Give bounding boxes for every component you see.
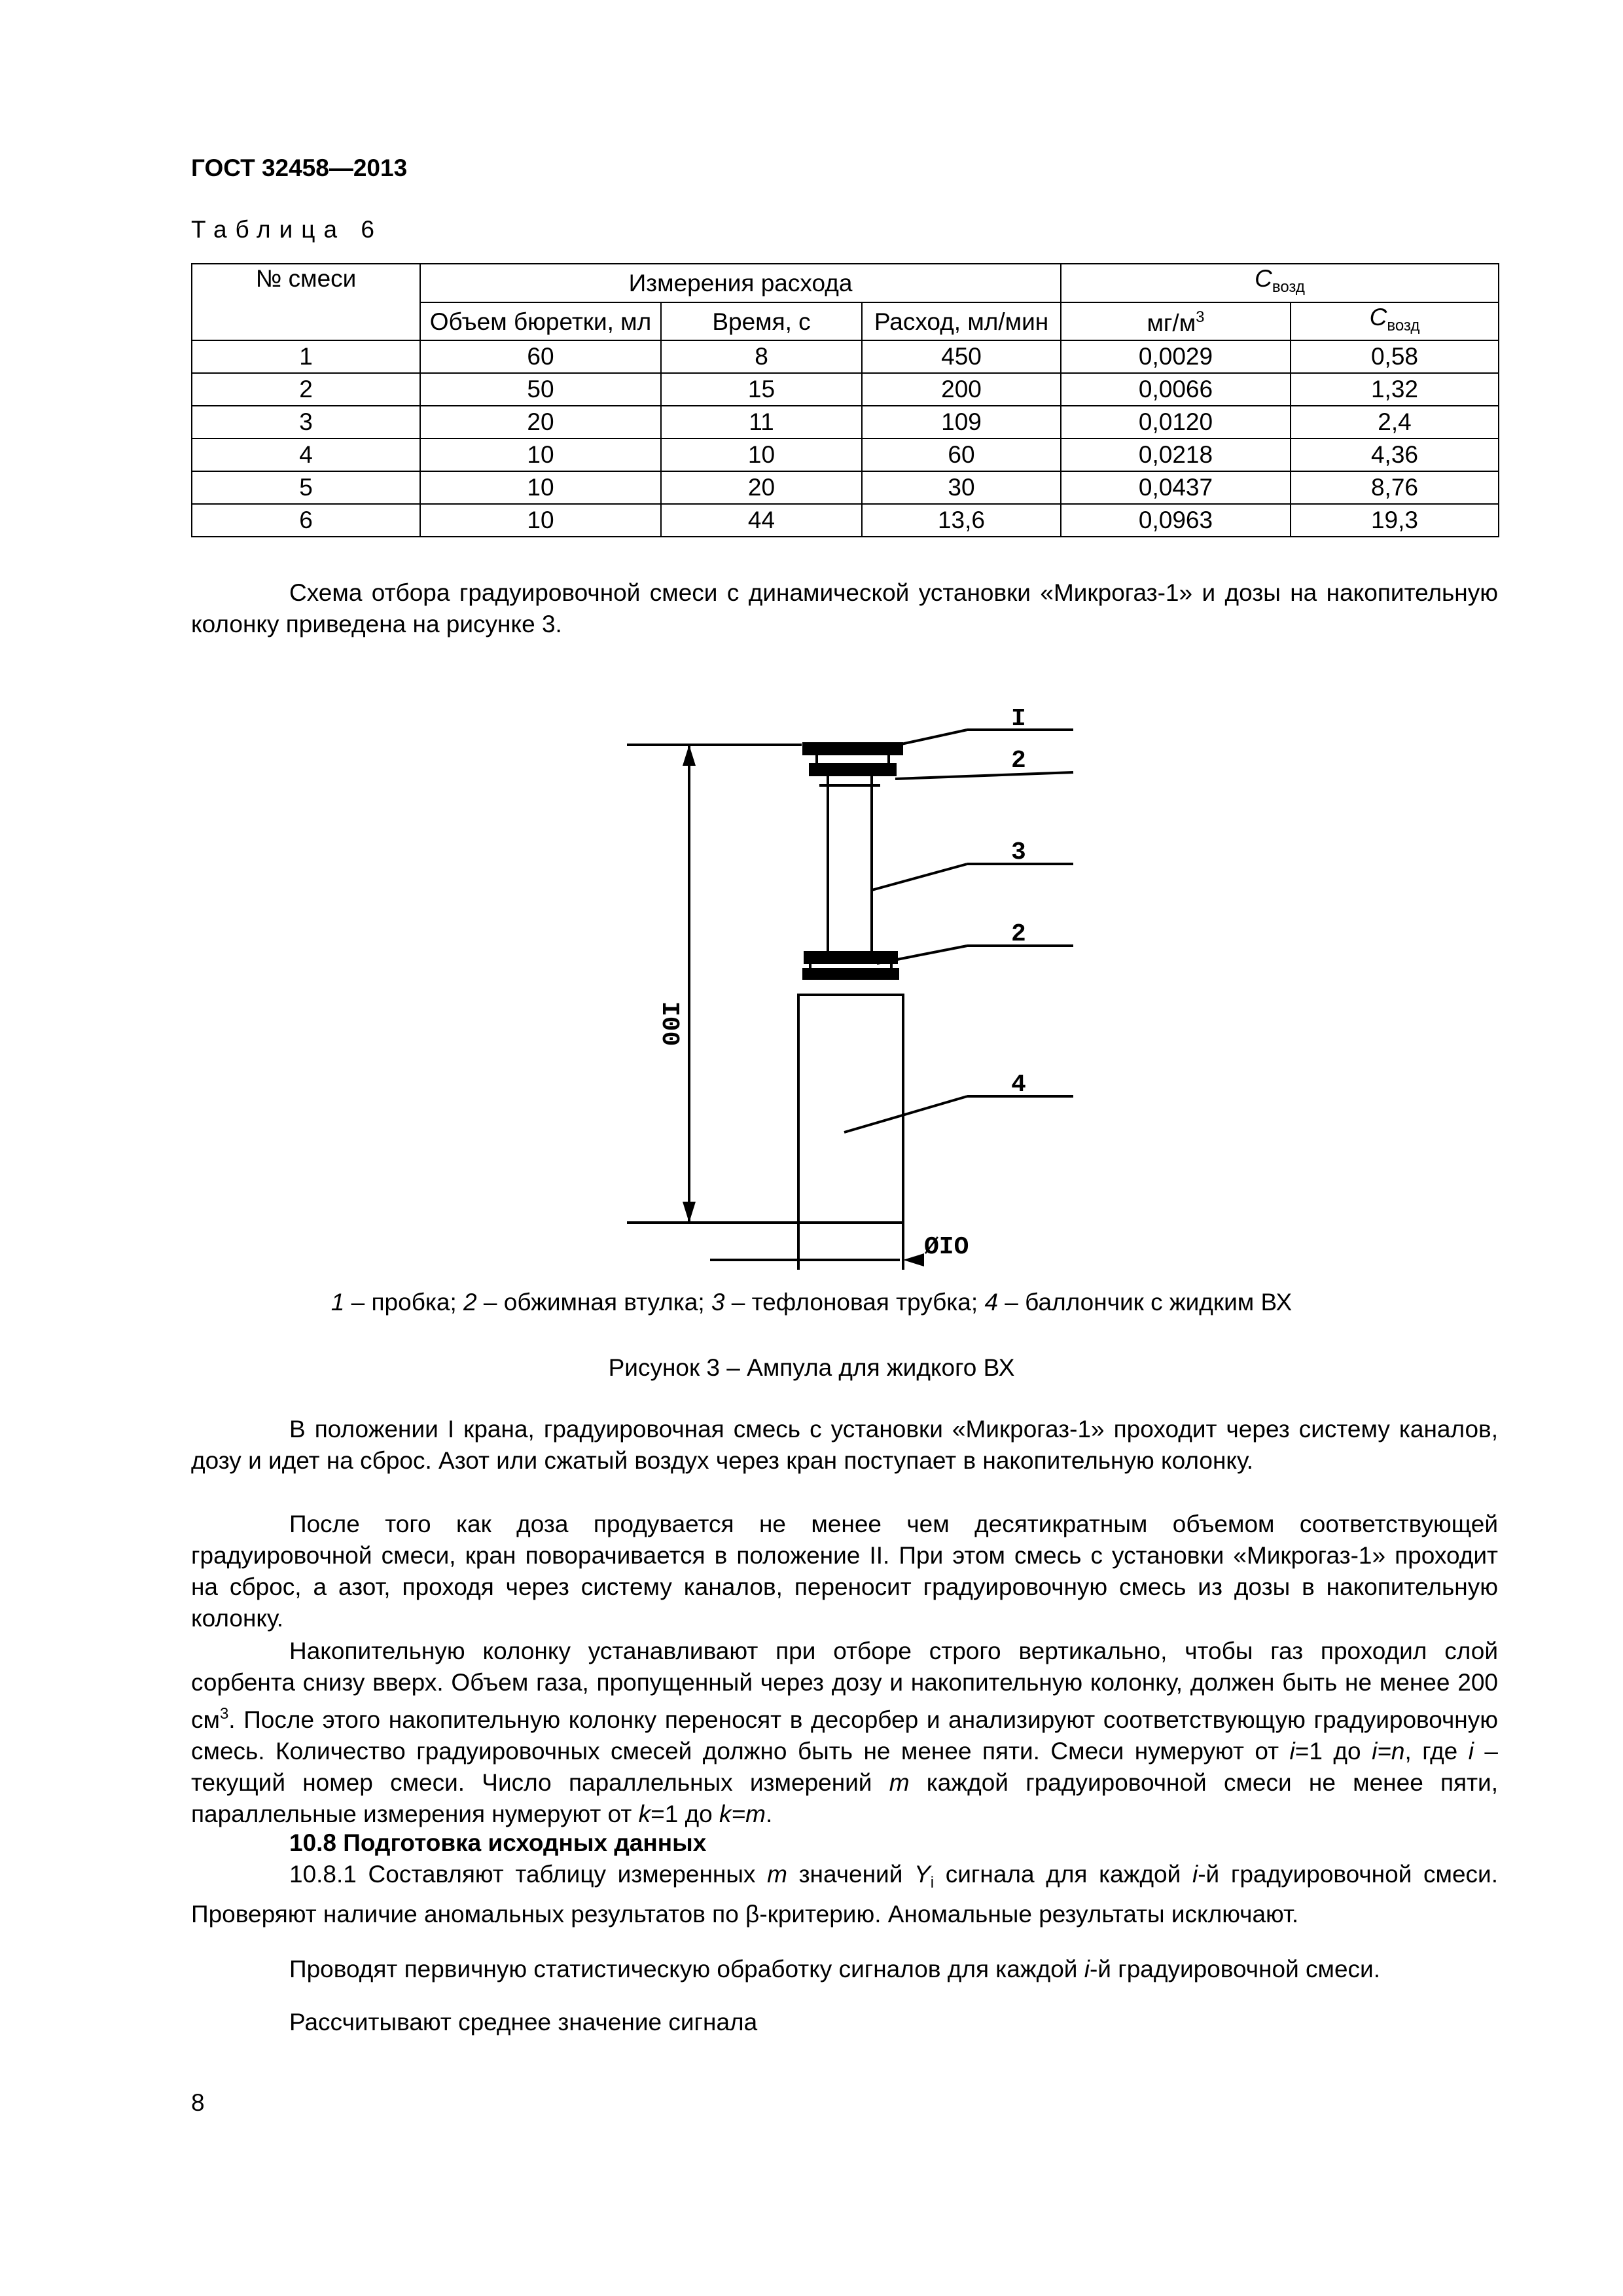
table-cell: 1: [192, 340, 420, 373]
arrow-up-head: [683, 745, 696, 766]
table-cell: 1,32: [1291, 373, 1499, 406]
table-cell: 10: [661, 439, 862, 471]
paragraph-text: . После этого накопительную колонку переносят в десорбер и анализируют соответствующую градуировочную смесь. Количество градуировочных смесей должно быть не менее пяти. Смеси нумеруют от: [191, 1706, 1498, 1765]
body-paragraph-6: [191, 2007, 1498, 2038]
paragraph-text: Накопительную колонку устанавливают при отборе строго вертикально, чтобы газ проходил слой сорбента снизу вверх. Объем газа, пропущенный через дозу и накопительную колонку, должен быть не менее 200 см: [191, 1638, 1498, 1733]
math-variable: i: [1192, 1861, 1198, 1888]
paragraph-text: 10.8.1 Составляют таблицу измеренных: [289, 1861, 768, 1888]
legend-number: 3: [711, 1289, 725, 1316]
table-cell: 200: [862, 373, 1061, 406]
math-variable: k=m: [719, 1801, 766, 1827]
table-cell: 2: [192, 373, 420, 406]
math-subscript: i: [930, 1874, 935, 1892]
table-cell: 4,36: [1291, 439, 1499, 471]
table-cell: 0,0218: [1061, 439, 1291, 471]
legend-text: – тефлоновая трубка;: [724, 1289, 985, 1316]
diameter-label: ØIO: [924, 1233, 969, 1261]
paragraph-text: .: [765, 1801, 773, 1827]
leader-line-3: [872, 864, 967, 890]
label-2-upper: 2: [1011, 747, 1026, 775]
paragraph-text: После того как доза продувается не менее чем десятикратным объемом соответствующей градуировочной смеси, кран поворачивается в положение II. При этом смесь с установки «Микрогаз-1» проходит на сброс, а азот, проходя через систему каналов, переносит градуировочную смесь из дозы в накопительную колонку.: [191, 1511, 1498, 1632]
table-cell: 3: [192, 406, 420, 439]
paragraph-text: сигнала для каждой: [934, 1861, 1192, 1888]
col-header-burette-volume: Объем бюретки, мл: [420, 302, 661, 340]
concentration-subscript: возд: [1387, 317, 1420, 334]
section-heading: 10.8 Подготовка исходных данных: [289, 1829, 707, 1856]
label-3: 3: [1011, 838, 1026, 867]
col-header-mix-number: № смеси: [192, 264, 420, 340]
table-cell: 60: [420, 340, 661, 373]
body-paragraph-5: [191, 1954, 1498, 1985]
figure-caption: Рисунок 3 – Ампула для жидкого ВХ: [608, 1354, 1015, 1381]
legend-text: – баллончик с жидким ВХ: [998, 1289, 1293, 1316]
plug-body: [817, 754, 889, 764]
table-cell: 0,58: [1291, 340, 1499, 373]
body-paragraph-2: [191, 1509, 1498, 1634]
concentration-symbol: C: [1369, 304, 1387, 331]
ampoule-diagram: [615, 694, 1086, 1270]
col-header-time: Время, с: [661, 302, 862, 340]
table-cell: 5: [192, 471, 420, 504]
paragraph-text: каждой градуировочной смеси не менее пяти, параллельные измерения нумеруют от: [191, 1769, 1498, 1827]
legend-text: – обжимная втулка;: [476, 1289, 711, 1316]
legend-number: 4: [984, 1289, 999, 1316]
table-row: [192, 471, 1499, 504]
table-cell: 30: [862, 471, 1061, 504]
table-cell: 20: [420, 406, 661, 439]
table-cell: 0,0963: [1061, 504, 1291, 537]
body-paragraph-3: [191, 1636, 1498, 1830]
table-row: [192, 373, 1499, 406]
paragraph-text: -й градуировочной смеси.: [1089, 1956, 1380, 1982]
body-paragraph-4: [191, 1859, 1498, 1930]
table-cell: 19,3: [1291, 504, 1499, 537]
table-caption: Таблица 6: [191, 216, 383, 243]
table-row: [192, 406, 1499, 439]
table-cell: 13,6: [862, 504, 1061, 537]
table-cell: 0,0437: [1061, 471, 1291, 504]
table-cell: 0,0066: [1061, 373, 1291, 406]
col-header-concentration: [1291, 302, 1499, 340]
document-header: ГОСТ 32458—2013: [191, 154, 408, 181]
legend-number: 1: [330, 1289, 345, 1316]
unit-mg-per-m: мг/м: [1147, 310, 1196, 336]
page-number: 8: [191, 2089, 205, 2116]
label-2-lower: 2: [1011, 920, 1026, 948]
paragraph-text: =1 до: [651, 1801, 720, 1827]
math-variable: m: [889, 1769, 910, 1796]
table-cell: 109: [862, 406, 1061, 439]
paragraph-text: -й градуировочной смеси. Проверяют наличие аномальных результатов по β-критерию. Аномальные результаты исключают.: [191, 1861, 1498, 1928]
paragraph-text: Проводят первичную статистическую обработку сигналов для каждой: [289, 1956, 1084, 1982]
paragraph-text: =1 до: [1294, 1738, 1372, 1765]
table-cell: 6: [192, 504, 420, 537]
liquid-cylinder: [798, 995, 903, 1223]
math-variable: k: [638, 1801, 651, 1827]
figure-legend: [0, 1287, 1623, 1318]
label-1: I: [1011, 705, 1026, 733]
table-cell: 15: [661, 373, 862, 406]
measurement-table: [191, 263, 1499, 537]
diameter-arrow-head: [903, 1253, 924, 1266]
paragraph-text: Рассчитывают среднее значение сигнала: [289, 2009, 758, 2036]
math-variable: i: [1468, 1738, 1474, 1765]
math-variable: i=n: [1372, 1738, 1405, 1765]
superscript: 3: [219, 1705, 229, 1723]
paragraph-text: , где: [1404, 1738, 1469, 1765]
concentration-symbol: C: [1255, 265, 1272, 292]
intro-text: Схема отбора градуировочной смеси с динамической установки «Микрогаз-1» и дозы на накопительную колонку приведена на рисунке 3.: [191, 579, 1498, 637]
math-variable: Y: [914, 1861, 931, 1888]
leader-line-2a: [895, 772, 1073, 779]
table-cell: 2,4: [1291, 406, 1499, 439]
table-row: [192, 504, 1499, 537]
col-header-mg-per-m3: [1061, 302, 1291, 340]
arrow-down-head: [683, 1202, 696, 1223]
col-header-flow-rate: Расход, мл/мин: [862, 302, 1061, 340]
plug-top: [804, 744, 902, 754]
table-row: [192, 439, 1499, 471]
table-cell: 44: [661, 504, 862, 537]
table-row: [192, 340, 1499, 373]
math-variable: i: [1289, 1738, 1295, 1765]
table-cell: 10: [420, 504, 661, 537]
paragraph-text: В положении I крана, градуировочная смесь с установки «Микрогаз-1» проходит через систему каналов, дозу и идет на сброс. Азот или сжатый воздух через кран поступает в накопительную колонку.: [191, 1416, 1498, 1474]
col-header-flow-group: Измерения расхода: [420, 264, 1061, 302]
body-paragraph-1: [191, 1414, 1498, 1477]
table-cell: 8: [661, 340, 862, 373]
leader-line-1: [880, 730, 967, 749]
table-cell: 10: [420, 471, 661, 504]
table-cell: 8,76: [1291, 471, 1499, 504]
intro-paragraph: [191, 577, 1498, 640]
table-cell: 0,0120: [1061, 406, 1291, 439]
table-cell: 11: [661, 406, 862, 439]
table-cell: 4: [192, 439, 420, 471]
col-header-concentration-group: [1061, 264, 1499, 302]
paragraph-text: – текущий номер смеси. Число параллельных измерений: [191, 1738, 1499, 1796]
concentration-subscript: возд: [1272, 278, 1305, 296]
table-cell: 0,0029: [1061, 340, 1291, 373]
upper-sleeve: [810, 764, 895, 775]
label-4: 4: [1011, 1071, 1026, 1099]
table-cell: 10: [420, 439, 661, 471]
math-variable: i: [1084, 1956, 1090, 1982]
legend-text: – пробка;: [344, 1289, 464, 1316]
table-cell: 20: [661, 471, 862, 504]
math-variable: m: [767, 1861, 787, 1888]
unit-superscript: 3: [1196, 308, 1205, 326]
paragraph-text: значений: [787, 1861, 915, 1888]
table-cell: 60: [862, 439, 1061, 471]
legend-number: 2: [463, 1289, 477, 1316]
table-cell: 50: [420, 373, 661, 406]
height-dimension-label: I00: [655, 1001, 683, 1047]
table-cell: 450: [862, 340, 1061, 373]
